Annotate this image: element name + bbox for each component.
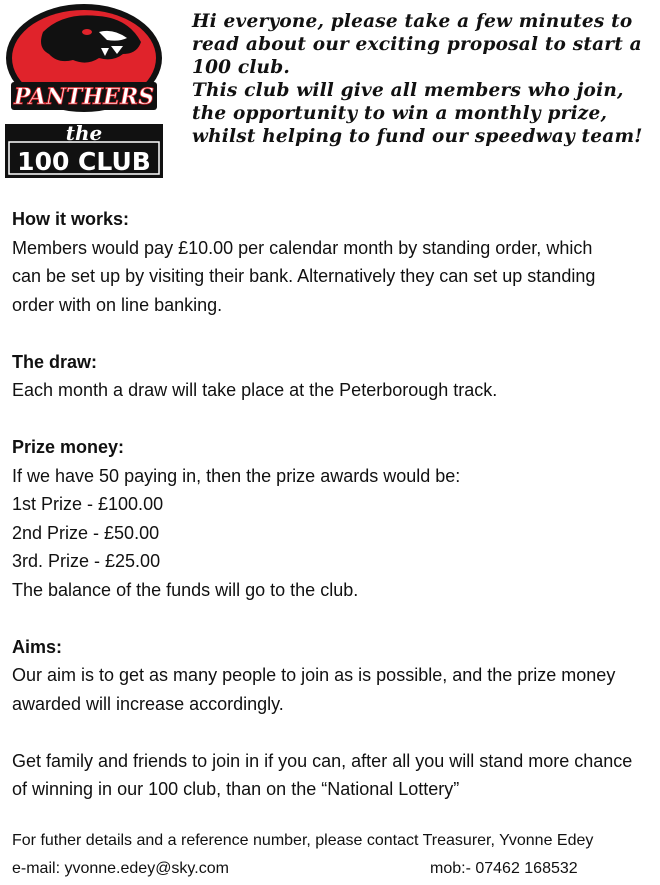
how-it-works-text: order with on line banking. <box>12 294 223 315</box>
contact-mobile: mob:- 07462 168532 <box>430 860 578 877</box>
aims-text: awarded will increase accordingly. <box>12 693 284 714</box>
prize-second: 2nd Prize - £50.00 <box>12 522 160 543</box>
draw-heading: The draw: <box>12 351 98 372</box>
spacer <box>12 604 657 633</box>
intro-line: 100 club. <box>192 57 290 78</box>
prize-money-heading: Prize money: <box>12 437 125 457</box>
how-it-works-text: can be set up by visiting their bank. Alternatively they can set up standing <box>12 266 596 286</box>
family-text: Get family and friends to join in if you can, after all you will stand more chance <box>12 750 633 771</box>
contact-footer <box>12 827 657 883</box>
aims-text: Our aim is to get as many people to join as is possible, and the prize money <box>12 665 616 685</box>
panthers-100-club-logo <box>3 2 165 180</box>
intro-line: whilst helping to fund our speedway team! <box>192 126 643 147</box>
prize-first: 1st Prize - £100.00 <box>12 494 164 514</box>
main-content <box>12 205 657 804</box>
prize-balance: The balance of the funds will go to the club. <box>12 579 359 600</box>
contact-row <box>12 855 657 883</box>
header <box>0 0 660 190</box>
how-it-works-heading: How it works: <box>12 209 130 229</box>
spacer <box>12 319 657 348</box>
contact-details: For futher details and a reference number, please contact Treasurer, Yvonne Edey <box>12 832 594 849</box>
logo-brand-text: PANTHERS <box>13 84 155 110</box>
intro-line: This club will give all members who join, <box>192 80 624 101</box>
contact-email: e-mail: yvonne.edey@sky.com <box>12 860 229 877</box>
family-text: of winning in our 100 club, than on the “National Lottery” <box>12 779 460 799</box>
logo-the-text: the <box>65 121 103 145</box>
spacer <box>12 405 657 434</box>
intro-line: the opportunity to win a monthly prize, <box>192 103 608 124</box>
intro-line: Hi everyone, please take a few minutes to <box>192 11 633 32</box>
how-it-works-text: Members would pay £10.00 per calendar month by standing order, which <box>12 237 593 258</box>
spacer <box>12 718 657 747</box>
draw-text: Each month a draw will take place at the Peterborough track. <box>12 380 498 400</box>
prize-third: 3rd. Prize - £25.00 <box>12 551 161 571</box>
logo-club-text: 100 CLUB <box>17 147 151 176</box>
prize-text: If we have 50 paying in, then the prize awards would be: <box>12 465 461 486</box>
intro-message <box>192 10 657 148</box>
intro-line: read about our exciting proposal to start a <box>192 34 642 55</box>
aims-heading: Aims: <box>12 636 63 657</box>
